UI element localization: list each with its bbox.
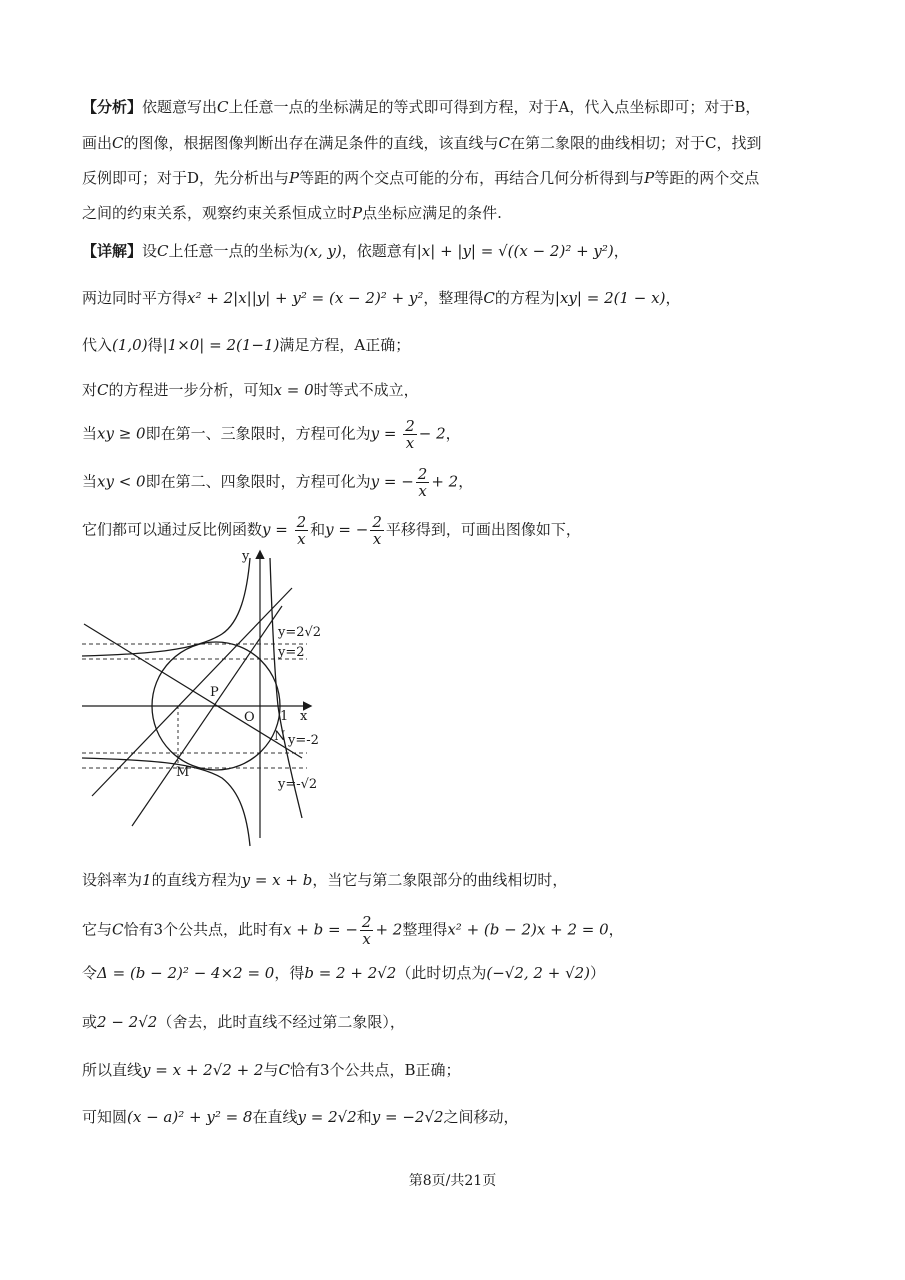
text-span: + 2 [431, 472, 459, 491]
text-span: 两边同时平方得 [82, 289, 188, 307]
text-span: P [644, 169, 655, 187]
label-y-axis: y [242, 549, 250, 564]
text-span: C [498, 134, 510, 152]
text-span: + 2 [375, 920, 403, 939]
text-line [82, 1012, 405, 1032]
fraction-numerator: 2 [296, 513, 307, 531]
text-span: 整理得 [402, 920, 448, 939]
text-span: 当 [82, 472, 98, 491]
text-span: 等距的两个交点可能的分布，再结合几何分析得到与 [299, 169, 645, 187]
page-footer: 第8页/共21页 [408, 1173, 497, 1189]
text-line [82, 335, 410, 355]
text-span: x = 0 [273, 381, 314, 399]
function-graph-figure [82, 548, 322, 848]
text-line [82, 1107, 519, 1127]
text-span: x + b = − [283, 920, 358, 939]
text-line [82, 288, 680, 308]
text-span: 恰有3个公共点，B正确； [289, 1061, 461, 1079]
text-span: 令 [82, 964, 98, 982]
text-span: C [278, 1061, 290, 1079]
fraction-denominator: x [362, 930, 371, 948]
text-span: 设 [142, 242, 158, 260]
text-span: |1×0| = 2(1−1) [162, 336, 280, 354]
text-span: （舍去，此时直线不经过第二象限）， [157, 1013, 405, 1031]
fraction-denominator: x [405, 434, 415, 452]
text-span: 当 [82, 424, 98, 443]
label-y-2: y=2 [278, 645, 305, 660]
text-span: |x| + |y| = √((x − 2)² + y²) [416, 242, 614, 260]
text-span: ， [665, 289, 681, 307]
text-span: 的方程进一步分析，可知 [108, 381, 274, 399]
fraction [360, 914, 374, 947]
text-span: (1,0) [112, 336, 148, 354]
text-span: (−√2, 2 + √2) [486, 964, 591, 982]
text-span: 2 − 2√2 [97, 1013, 158, 1031]
fraction-numerator: 2 [405, 417, 415, 435]
text-span: 和 [356, 1108, 372, 1126]
text-span: 它与 [82, 920, 113, 939]
text-line [82, 1060, 461, 1080]
text-span: C [483, 289, 495, 307]
text-span: ，当它与第二象限部分的曲线相切时， [312, 871, 568, 889]
fraction-numerator: 2 [417, 465, 428, 483]
fraction-numerator: 2 [372, 513, 382, 531]
text-line [82, 418, 461, 451]
text-span: 恰有3个公共点，此时有 [123, 920, 284, 939]
curve-third-quadrant [82, 758, 250, 846]
text-span: ， [445, 424, 461, 443]
text-span: y = x + 2√2 + 2 [142, 1061, 264, 1079]
text-span: 1 [142, 871, 152, 889]
text-span: b = 2 + 2√2 [304, 964, 397, 982]
label-m: M [176, 765, 190, 780]
text-span: P [352, 204, 363, 222]
text-span: 满足方程，A正确； [279, 336, 411, 354]
label-n: N [274, 729, 286, 744]
text-span: x² + 2|x||y| + y² = (x − 2)² + y² [187, 289, 424, 307]
text-span: 依题意写出 [142, 98, 218, 116]
text-span: （此时切点为 [396, 964, 487, 982]
label-origin: O [244, 710, 255, 725]
fraction [370, 514, 384, 547]
text-span: 点坐标应满足的条件. [362, 204, 502, 222]
fraction [403, 418, 417, 451]
text-span: (x, y) [303, 242, 342, 260]
text-span: 在直线 [252, 1108, 298, 1126]
text-span: 的方程为 [494, 289, 555, 307]
section-heading: 【分析】 [82, 98, 143, 116]
text-span: y = [262, 520, 293, 539]
text-span: P [289, 169, 300, 187]
text-span: 所以直线 [82, 1061, 143, 1079]
label-y-negsqrt2: y=-√2 [278, 777, 318, 792]
text-span: 之间的约束关系，观察约束关系恒成立时 [82, 204, 353, 222]
label-one: 1 [280, 709, 289, 724]
text-line [82, 466, 473, 499]
text-span: y = − [325, 520, 369, 539]
label-x-axis: x [300, 709, 308, 724]
text-span: 或 [82, 1013, 98, 1031]
line-slope-negative [84, 624, 302, 758]
text-span: 等距的两个交点 [654, 169, 760, 187]
text-span: y = − [370, 472, 414, 491]
text-span: y = [370, 424, 402, 443]
text-span: 在第二象限的曲线相切；对于C，找到 [510, 134, 762, 152]
text-span: 与 [263, 1061, 279, 1079]
text-span: − 2 [418, 424, 446, 443]
text-span: 得 [147, 336, 163, 354]
text-line [82, 914, 624, 947]
section-heading: 【详解】 [82, 242, 143, 260]
text-span: ，整理得 [423, 289, 484, 307]
fraction-denominator: x [372, 530, 382, 548]
text-span: y = x + b [241, 871, 313, 889]
fraction-numerator: 2 [361, 913, 372, 931]
text-span: 画出 [82, 134, 113, 152]
text-span: (x − a)² + y² = 8 [127, 1108, 253, 1126]
text-span: 即在第一、三象限时，方程可化为 [145, 424, 371, 443]
text-span: 它们都可以通过反比例函数 [82, 520, 263, 539]
text-span: C [112, 134, 124, 152]
text-span: |xy| = 2(1 − x) [554, 289, 666, 307]
text-span: y = −2√2 [371, 1108, 444, 1126]
text-span: x² + (b − 2)x + 2 = 0 [447, 920, 609, 939]
text-span: xy < 0 [97, 472, 146, 491]
text-span: 设斜率为 [82, 871, 143, 889]
fraction-denominator: x [418, 482, 427, 500]
text-line [82, 133, 761, 153]
text-span: C [112, 920, 124, 939]
text-span: Δ = (b − 2)² − 4×2 = 0 [97, 964, 275, 982]
text-line [82, 963, 605, 983]
text-line [82, 203, 502, 223]
text-span: C [217, 98, 229, 116]
curve-second-quadrant [82, 558, 250, 656]
text-span: 可知圆 [82, 1108, 128, 1126]
text-span: 平移得到，可画出图像如下， [385, 520, 581, 539]
fraction-denominator: x [297, 530, 306, 548]
text-line [82, 97, 760, 117]
text-span: 即在第二、四象限时，方程可化为 [145, 472, 371, 491]
text-span: 代入 [82, 336, 113, 354]
text-line [82, 514, 581, 547]
text-span: ， [608, 920, 624, 939]
text-line [82, 380, 419, 400]
text-span: ， [458, 472, 474, 491]
text-span: 时等式不成立， [313, 381, 419, 399]
text-span: 的图像，根据图像判断出存在满足条件的直线，该直线与 [123, 134, 499, 152]
text-span: 上任意一点的坐标满足的等式即可得到方程，对于A，代入点坐标即可；对于B， [228, 98, 761, 116]
text-span: C [157, 242, 169, 260]
text-span: ，依题意有 [341, 242, 417, 260]
text-line [82, 241, 629, 261]
fraction [295, 514, 309, 547]
text-span: C [97, 381, 109, 399]
label-p: P [210, 685, 219, 700]
label-y-neg2: y=-2 [288, 733, 319, 748]
text-span: 之间移动， [443, 1108, 519, 1126]
text-span: 上任意一点的坐标为 [168, 242, 304, 260]
text-line [82, 870, 567, 890]
text-line [82, 168, 759, 188]
text-span: 的直线方程为 [151, 871, 242, 889]
text-span: ） [590, 964, 606, 982]
text-span: ，得 [274, 964, 305, 982]
fraction [416, 466, 430, 499]
label-y-2sqrt2: y=2√2 [278, 625, 322, 640]
text-span: 反例即可；对于D，先分析出与 [82, 169, 290, 187]
text-span: xy ≥ 0 [97, 424, 146, 443]
text-span: 对 [82, 381, 98, 399]
text-span: y = 2√2 [297, 1108, 357, 1126]
text-span: 和 [310, 520, 326, 539]
text-span: ， [613, 242, 629, 260]
